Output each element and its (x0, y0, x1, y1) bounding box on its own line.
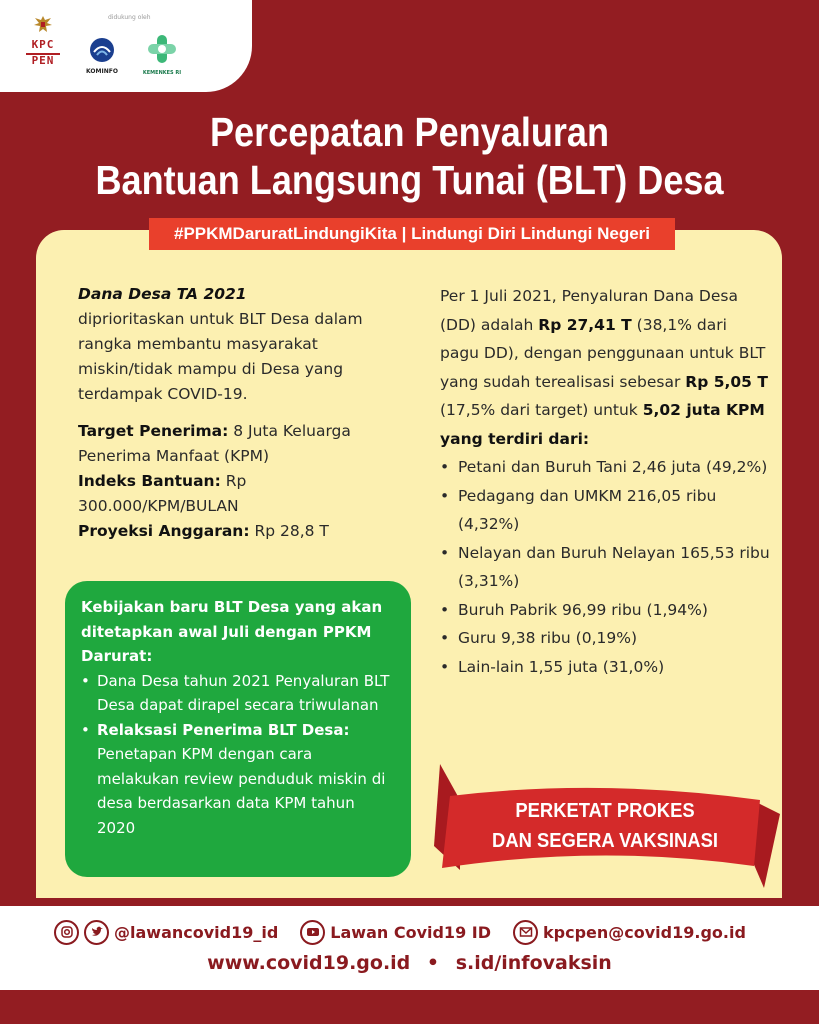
title-line2: Bantuan Langsung Tunai (BLT) Desa (95, 157, 724, 203)
breakdown-item: • Petani dan Buruh Tani 2,46 juta (49,2%) (440, 453, 770, 482)
links-row (0, 952, 819, 974)
realization-paragraph (440, 282, 770, 453)
policy-list (81, 669, 397, 841)
indeks-value: Rp 300.000/KPM/BULAN (78, 472, 247, 515)
mail-icon[interactable] (513, 920, 538, 945)
hashtag-banner: #PPKMDaruratLindungiKita | Lindungi Diri Lindungi Negeri (149, 218, 675, 250)
kemenkes-logo (140, 32, 184, 76)
ribbon-text (472, 796, 739, 856)
title-line1: Percepatan Penyaluran (209, 109, 610, 155)
link-separator: • (426, 952, 440, 974)
kpm-value: 5,02 juta KPM yang terdiri dari: (440, 401, 765, 448)
dd-value: Rp 27,41 T (538, 315, 632, 334)
realization-text-3: (17,5% dari target) untuk (440, 401, 643, 419)
kemenkes-label: KEMENKES RI (142, 70, 182, 76)
policy-item (81, 718, 397, 841)
kpcpen-line2: PEN (31, 54, 55, 67)
right-column (440, 282, 770, 681)
dana-desa-text: diprioritaskan untuk BLT Desa dalam rangka membantu masyarakat miskin/tidak mampu di Desa yang terdampak COVID-19. (78, 310, 363, 403)
kemenkes-icon (145, 32, 179, 66)
policy-item2-label: Relaksasi Penerima BLT Desa: (97, 720, 350, 739)
left-column (78, 282, 408, 544)
twitter-icon[interactable] (84, 920, 109, 945)
blt-value: Rp 5,05 T (685, 372, 768, 391)
kominfo-logo (82, 36, 122, 75)
page-title (49, 108, 770, 204)
breakdown-list (440, 453, 770, 681)
breakdown-item: • Lain-lain 1,55 juta (31,0%) (440, 653, 770, 682)
footer (0, 906, 819, 990)
shortlink[interactable]: s.id/infovaksin (455, 952, 612, 974)
social-handle[interactable]: @lawancovid19_id (114, 922, 279, 942)
prokes-ribbon (420, 760, 792, 894)
realization-text-2: (38,1% dari pagu DD), dengan penggunaan untuk BLT yang sudah terealisasi sebesar (440, 315, 766, 391)
kominfo-label: KOMINFO (86, 68, 118, 75)
youtube-icon[interactable] (300, 920, 325, 945)
website-link[interactable]: www.covid19.go.id (207, 952, 411, 974)
youtube-channel[interactable]: Lawan Covid19 ID (330, 922, 491, 942)
breakdown-item: • Nelayan dan Buruh Nelayan 165,53 ribu (3,31%) (440, 539, 770, 596)
proyeksi-line (78, 519, 408, 544)
breakdown-item: • Buruh Pabrik 96,99 ribu (1,94%) (440, 596, 770, 625)
dana-desa-heading: Dana Desa TA 2021 (78, 285, 247, 303)
realization-text-1: Per 1 Juli 2021, Penyaluran Dana Desa (DD) adalah (440, 287, 738, 334)
email-link[interactable]: kpcpen@covid19.go.id (543, 922, 746, 942)
target-label: Target Penerima: (78, 422, 229, 440)
policy-item2-text: Penetapan KPM dengan cara melakukan review penduduk miskin di desa berdasarkan data KPM tahun 2020 (97, 745, 386, 837)
indeks-label: Indeks Bantuan: (78, 472, 221, 490)
breakdown-item: • Pedagang dan UMKM 216,05 ribu (4,32%) (440, 482, 770, 539)
target-value: 8 Juta Keluarga Penerima Manfaat (KPM) (78, 422, 351, 465)
kpcpen-logo (22, 14, 64, 67)
instagram-icon[interactable] (54, 920, 79, 945)
proyeksi-label: Proyeksi Anggaran: (78, 522, 250, 540)
policy-box (65, 581, 411, 877)
logo-header (0, 0, 252, 92)
kpcpen-line1: KPC (31, 38, 55, 51)
breakdown-item: • Guru 9,38 ribu (0,19%) (440, 624, 770, 653)
dana-desa-block (78, 282, 408, 407)
social-row (54, 918, 746, 946)
ribbon-line1: PERKETAT PROKES (515, 800, 695, 822)
proyeksi-value: Rp 28,8 T (249, 522, 329, 540)
kominfo-icon (88, 36, 116, 64)
indeks-line (78, 469, 408, 519)
target-line (78, 419, 408, 469)
ribbon-line2: DAN SEGERA VAKSINASI (492, 830, 718, 852)
policy-item: • Dana Desa tahun 2021 Penyaluran BLT Desa dapat dirapel secara triwulanan (81, 669, 397, 718)
supported-by-label: didukung oleh (108, 14, 151, 21)
garuda-icon (32, 14, 54, 36)
policy-heading: Kebijakan baru BLT Desa yang akan ditetapkan awal Juli dengan PPKM Darurat: (81, 598, 383, 665)
